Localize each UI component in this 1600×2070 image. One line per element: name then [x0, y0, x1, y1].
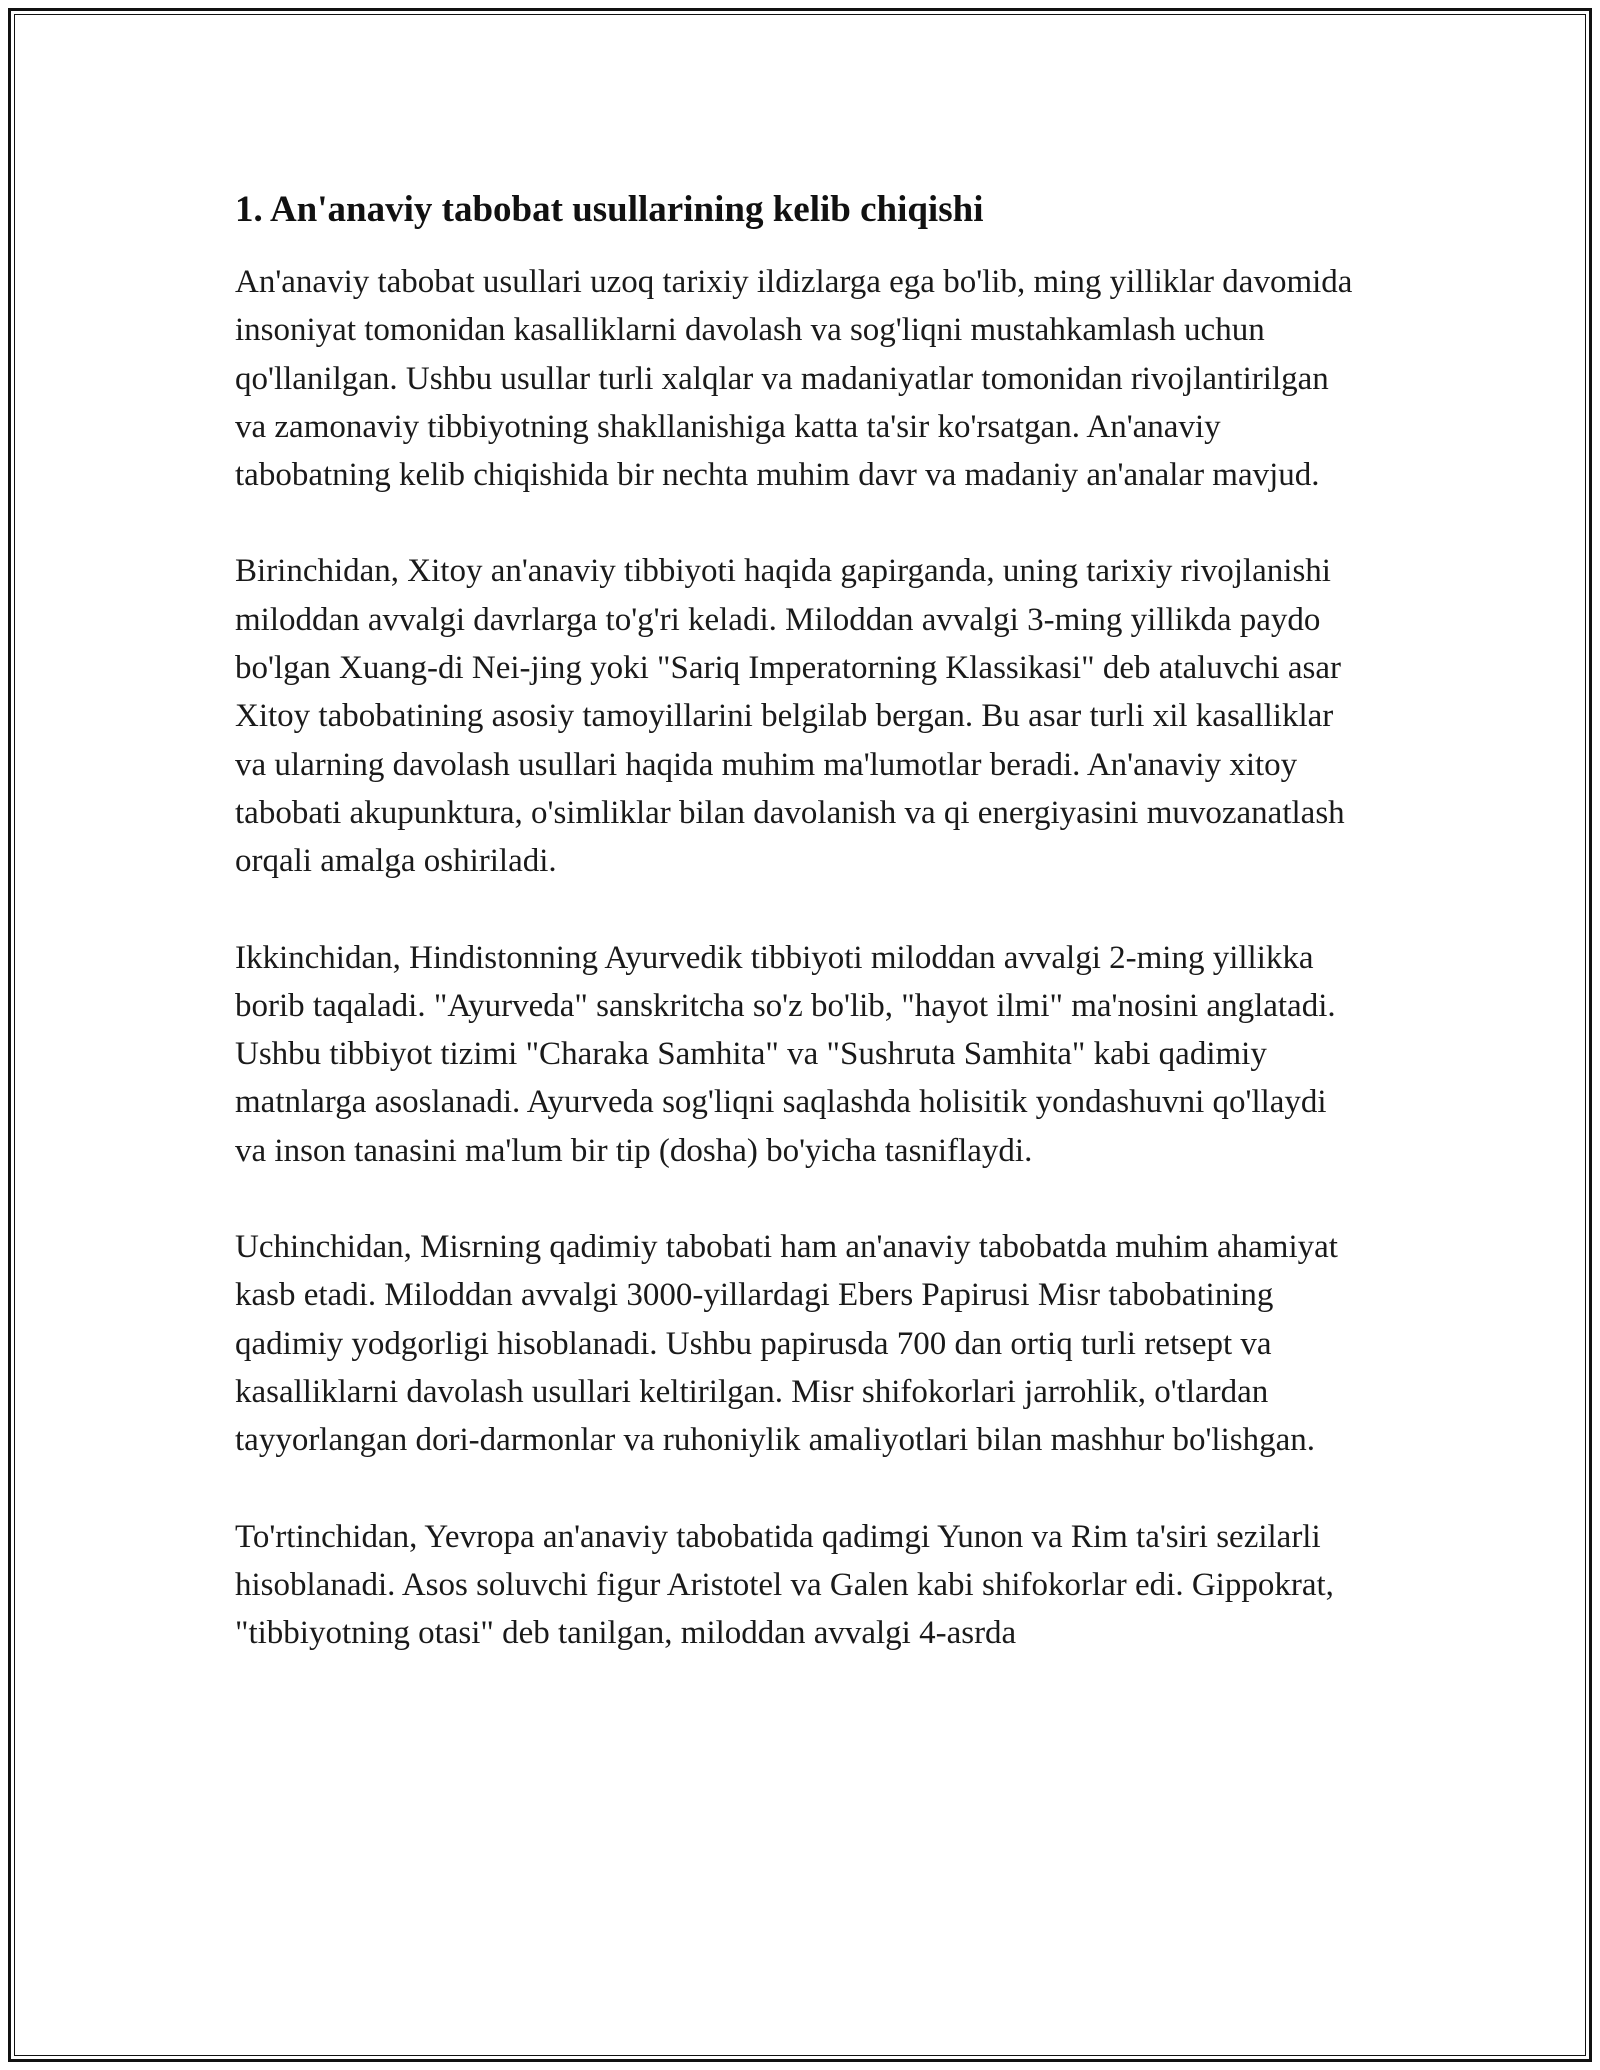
paragraph-intro: An'anaviy tabobat usullari uzoq tarixiy ildizlarga ega bo'lib, ming yilliklar davomida insoniyat tomonidan kasalliklarni davolash va sog'liqni mustahkamlash uchun qo'llanilgan. Ushbu usullar turli xalqlar va madaniyatlar tomonidan rivojlantirilgan va zamonaviy tibbiyotning shakllanishiga katta ta'sir ko'rsatgan. An'anaviy tabobatning kelib chiqishida bir nechta muhim davr va madaniy an'analar mavjud.	[235, 264, 1353, 494]
paragraph-europe: To'rtinchidan, Yevropa an'anaviy tabobatida qadimgi Yunon va Rim ta'siri sezilarli hisoblanadi. Asos soluvchi figur Aristotel va Galen kabi shifokorlar edi. Gippokrat, "tibbiyotning otasi" deb tanilgan, miloddan avvalgi 4-asrda	[235, 1518, 1334, 1652]
paragraph-india: Ikkinchidan, Hindistonning Ayurvedik tibbiyoti miloddan avvalgi 2-ming yillikka borib taqaladi. "Ayurveda" sanskritcha so'z bo'lib, "hayot ilmi" ma'nosini anglatadi. Ushbu tibbiyot tizimi "Charaka Samhita" va "Sushruta Samhita" kabi qadimiy matnlarga asoslanadi. Ayurveda sog'liqni saqlashda holisitik yondashuvni qo'llaydi va inson tanasini ma'lum bir tip (dosha) bo'yicha tasniflaydi.	[235, 939, 1336, 1169]
document-body	[235, 184, 1365, 1657]
paragraph-egypt: Uchinchidan, Misrning qadimiy tabobati ham an'anaviy tabobatda muhim ahamiyat kasb etadi. Miloddan avvalgi 3000-yillardagi Ebers Papirusi Misr tabobatining qadimiy yodgorligi hisoblanadi. Ushbu papirusda 700 dan ortiq turli retsept va kasalliklarni davolash usullari keltirilgan. Misr shifokorlari jarrohlik, o'tlardan tayyorlangan dori-darmonlar va ruhoniylik amaliyotlari bilan mashhur bo'lishgan.	[235, 1229, 1338, 1459]
section-heading: 1. An'anaviy tabobat usullarining kelib chiqishi	[235, 189, 984, 230]
paragraph-china: Birinchidan, Xitoy an'anaviy tibbiyoti haqida gapirganda, uning tarixiy rivojlanishi miloddan avvalgi davrlarga to'g'ri keladi. Miloddan avvalgi 3-ming yillikda paydo bo'lgan Xuang-di Nei-jing yoki "Sariq Imperatorning Klassikasi" deb ataluvchi asar Xitoy tabobatining asosiy tamoyillarini belgilab bergan. Bu asar turli xil kasalliklar va ularning davolash usullari haqida muhim ma'lumotlar beradi. An'anaviy xitoy tabobati akupunktura, o'simliklar bilan davolanish va qi energiyasini muvozanatlash orqali amalga oshiriladi.	[235, 553, 1345, 880]
